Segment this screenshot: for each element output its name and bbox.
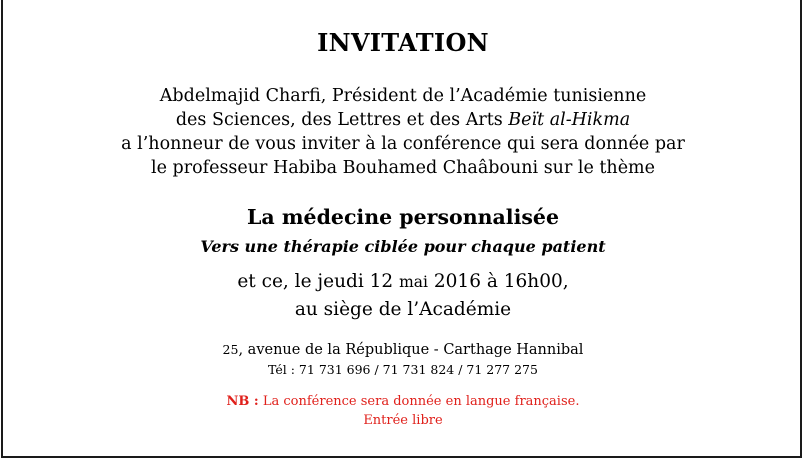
street-address bbox=[0, 340, 806, 360]
conference-schedule bbox=[0, 268, 806, 323]
phone-numbers: Tél : 71 731 696 / 71 731 824 / 71 277 275 bbox=[268, 362, 538, 377]
language-note bbox=[0, 392, 806, 430]
invitation-title: INVITATION bbox=[317, 28, 489, 57]
intro-line-3: a l’honneur de vous inviter à la conférence qui sera donnée par bbox=[121, 134, 685, 154]
free-entry-note: Entrée libre bbox=[363, 413, 443, 428]
note-text: La conférence sera donnée en langue française. bbox=[258, 394, 580, 409]
intro-line-2-text: des Sciences, des Lettres et des Arts bbox=[175, 110, 509, 130]
street-name: , avenue de la République - Carthage Hannibal bbox=[238, 342, 584, 358]
conference-date bbox=[0, 268, 806, 296]
conference-subtopic: Vers une thérapie ciblée pour chaque patient bbox=[200, 237, 606, 256]
note-line bbox=[0, 392, 806, 411]
date-prefix: et ce, le jeudi 12 bbox=[237, 271, 400, 292]
street-number: 25 bbox=[222, 342, 239, 357]
institution-name: Beït al-Hikma bbox=[508, 110, 631, 130]
note-label: NB : bbox=[226, 394, 259, 409]
intro-line-4: le professeur Habiba Bouhamed Chaâbouni sur le thème bbox=[150, 158, 656, 178]
date-suffix: 2016 à 16h00, bbox=[428, 271, 569, 292]
conference-venue: au siège de l’Académie bbox=[294, 299, 512, 320]
intro-line-1: Abdelmajid Charfi, Président de l’Académie tunisienne bbox=[159, 86, 647, 106]
intro-line-2 bbox=[0, 108, 806, 132]
date-month: mai bbox=[399, 273, 428, 291]
conference-topic: La médecine personnalisée bbox=[247, 205, 559, 229]
invitation-intro bbox=[0, 84, 806, 180]
academy-address bbox=[0, 340, 806, 379]
